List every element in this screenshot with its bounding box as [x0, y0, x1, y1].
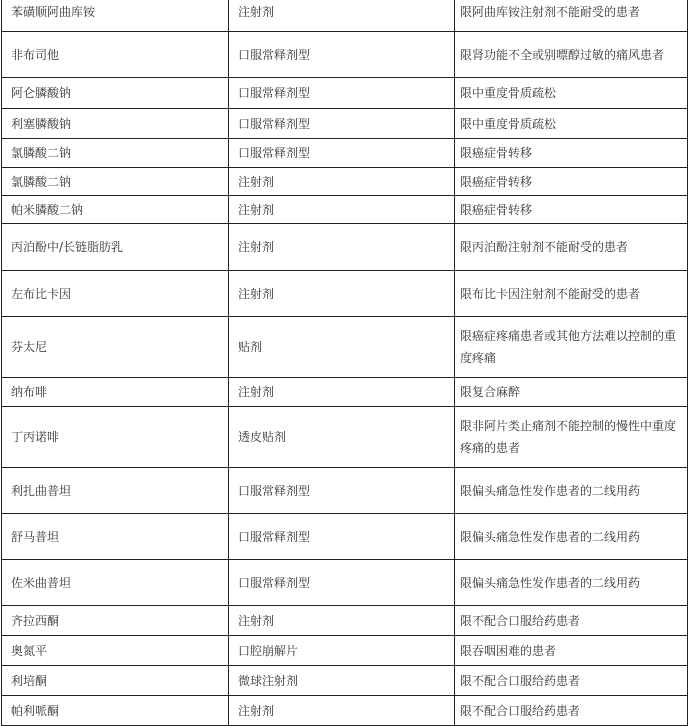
drug-restriction-table	[1, 0, 688, 726]
restriction-cell: 限复合麻醉	[455, 378, 688, 407]
restriction-cell: 限偏头痛急性发作患者的二线用药	[455, 514, 688, 560]
table-row	[2, 317, 688, 378]
dosage-form-cell: 口服常释剂型	[229, 78, 455, 109]
dosage-form-cell: 注射剂	[229, 271, 455, 317]
dosage-form-cell: 口服常释剂型	[229, 32, 455, 78]
dosage-form-cell: 贴剂	[229, 317, 455, 378]
dosage-form-cell: 注射剂	[229, 606, 455, 636]
table-row	[2, 168, 688, 196]
dosage-form-cell: 注射剂	[229, 378, 455, 407]
restriction-cell: 限吞咽困难的患者	[455, 636, 688, 666]
dosage-form-cell: 口服常释剂型	[229, 468, 455, 514]
restriction-cell: 限中重度骨质疏松	[455, 78, 688, 109]
table-row	[2, 636, 688, 666]
dosage-form-cell: 注射剂	[229, 696, 455, 726]
restriction-cell: 限非阿片类止痛剂不能控制的慢性中重度疼痛的患者	[455, 407, 688, 468]
restriction-cell: 限癌症骨转移	[455, 168, 688, 196]
table-row	[2, 139, 688, 168]
drug-name-cell: 帕利哌酮	[2, 696, 229, 726]
table-row	[2, 109, 688, 139]
restriction-cell: 限偏头痛急性发作患者的二线用药	[455, 560, 688, 606]
dosage-form-cell: 口腔崩解片	[229, 636, 455, 666]
restriction-cell: 限癌症疼痛患者或其他方法难以控制的重度疼痛	[455, 317, 688, 378]
dosage-form-cell: 注射剂	[229, 224, 455, 271]
table-row	[2, 271, 688, 317]
dosage-form-cell: 注射剂	[229, 168, 455, 196]
drug-name-cell: 纳布啡	[2, 378, 229, 407]
table-row	[2, 78, 688, 109]
restriction-cell: 限肾功能不全或别嘌醇过敏的痛风患者	[455, 32, 688, 78]
restriction-cell: 限偏头痛急性发作患者的二线用药	[455, 468, 688, 514]
restriction-cell: 限不配合口服给药患者	[455, 606, 688, 636]
table-row	[2, 224, 688, 271]
dosage-form-cell: 口服常释剂型	[229, 560, 455, 606]
table-row	[2, 514, 688, 560]
table-row	[2, 378, 688, 407]
drug-name-cell: 利塞膦酸钠	[2, 109, 229, 139]
restriction-cell: 限中重度骨质疏松	[455, 109, 688, 139]
table-row	[2, 666, 688, 696]
dosage-form-cell: 透皮贴剂	[229, 407, 455, 468]
drug-name-cell: 舒马普坦	[2, 514, 229, 560]
table-row	[2, 468, 688, 514]
dosage-form-cell: 注射剂	[229, 196, 455, 224]
drug-name-cell: 丁丙诺啡	[2, 407, 229, 468]
restriction-cell: 限癌症骨转移	[455, 139, 688, 168]
drug-name-cell: 芬太尼	[2, 317, 229, 378]
drug-name-cell: 非布司他	[2, 32, 229, 78]
drug-name-cell: 利培酮	[2, 666, 229, 696]
drug-name-cell: 齐拉西酮	[2, 606, 229, 636]
restriction-cell: 限不配合口服给药患者	[455, 666, 688, 696]
drug-name-cell: 帕米膦酸二钠	[2, 196, 229, 224]
drug-name-cell: 阿仑膦酸钠	[2, 78, 229, 109]
drug-name-cell: 氯膦酸二钠	[2, 168, 229, 196]
restriction-cell: 限癌症骨转移	[455, 196, 688, 224]
drug-name-cell: 氯膦酸二钠	[2, 139, 229, 168]
dosage-form-cell: 口服常释剂型	[229, 109, 455, 139]
drug-name-cell: 奥氮平	[2, 636, 229, 666]
dosage-form-cell: 口服常释剂型	[229, 139, 455, 168]
drug-name-cell: 丙泊酚中/长链脂肪乳	[2, 224, 229, 271]
dosage-form-cell: 微球注射剂	[229, 666, 455, 696]
table-row	[2, 32, 688, 78]
drug-name-cell: 佐米曲普坦	[2, 560, 229, 606]
drug-name-cell: 苯磺顺阿曲库铵	[2, 0, 229, 32]
table-row	[2, 696, 688, 726]
dosage-form-cell: 口服常释剂型	[229, 514, 455, 560]
table-row	[2, 0, 688, 32]
table-row	[2, 407, 688, 468]
restriction-cell: 限不配合口服给药患者	[455, 696, 688, 726]
restriction-cell: 限丙泊酚注射剂不能耐受的患者	[455, 224, 688, 271]
restriction-cell: 限布比卡因注射剂不能耐受的患者	[455, 271, 688, 317]
table-row	[2, 560, 688, 606]
drug-name-cell: 利扎曲普坦	[2, 468, 229, 514]
drug-name-cell: 左布比卡因	[2, 271, 229, 317]
table-row	[2, 606, 688, 636]
restriction-cell: 限阿曲库铵注射剂不能耐受的患者	[455, 0, 688, 32]
table-row	[2, 196, 688, 224]
dosage-form-cell: 注射剂	[229, 0, 455, 32]
